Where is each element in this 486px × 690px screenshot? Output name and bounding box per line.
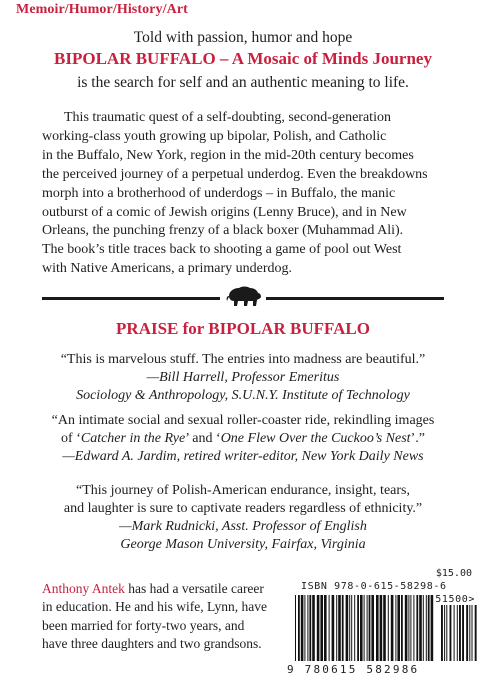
quote-text: “This journey of Polish-American endurance, insight, tears, xyxy=(76,483,410,498)
ean-digits: 9 780615 582986 xyxy=(287,663,420,676)
book-reference: One Flew Over the Cuckoo’s Nest xyxy=(220,431,411,446)
quote-text xyxy=(0,430,486,448)
quote-text: and laughter is sure to captivate readers regardless of ethnicity.” xyxy=(63,501,423,516)
addon-bar xyxy=(454,605,455,661)
barcode-bar xyxy=(354,595,355,661)
barcode-bar xyxy=(312,595,315,661)
buffalo-icon xyxy=(225,284,263,310)
barcode-bar xyxy=(405,595,408,661)
addon-bar xyxy=(469,605,470,661)
intro-line: Told with passion, humor and hope xyxy=(133,29,353,46)
barcode-bar xyxy=(410,595,411,661)
barcode-bar xyxy=(349,595,350,661)
barcode-bar xyxy=(309,595,311,661)
barcode-bar xyxy=(371,595,374,661)
barcode-bar xyxy=(401,595,403,661)
intro-line: is the search for self and an authentic meaning to life. xyxy=(77,74,409,91)
barcode-bar xyxy=(336,595,337,661)
addon-bar xyxy=(462,605,464,661)
author-bio xyxy=(42,580,282,654)
addon-code: 51500> xyxy=(435,594,475,605)
quote-text: “An intimate social and sexual roller-coaster ride, rekindling images xyxy=(51,413,435,428)
quote-attribution: —Mark Rudnicki, Asst. Professor of English xyxy=(119,519,367,534)
divider-rule-left xyxy=(42,297,220,300)
barcode-bar xyxy=(376,595,379,661)
barcode-bar xyxy=(320,595,323,661)
barcode-bar xyxy=(304,595,305,661)
barcode-bar xyxy=(388,595,389,661)
addon-bar xyxy=(475,605,477,661)
book-description xyxy=(42,109,462,279)
praise-quote xyxy=(0,351,486,405)
quote-text-part: ’ and ‘ xyxy=(185,431,221,446)
price-label: $15.00 xyxy=(435,568,472,579)
barcode-bar xyxy=(391,595,394,661)
barcode-bar xyxy=(324,595,327,661)
barcode-bar xyxy=(317,595,320,661)
addon-bar xyxy=(472,605,473,661)
barcode-bar xyxy=(357,595,359,661)
section-divider xyxy=(0,284,486,310)
praise-quote xyxy=(0,412,486,466)
bio-line xyxy=(42,580,282,598)
book-title: BIPOLAR BUFFALO – A Mosaic of Minds Journey xyxy=(54,49,432,68)
description-line: morph into a brotherhood of underdogs – in Buffalo, the manic xyxy=(42,185,396,201)
barcode-bar xyxy=(351,595,352,661)
quote-text-part: ’.” xyxy=(410,431,425,446)
barcode-bar xyxy=(413,595,414,661)
bio-line: in education. He and his wife, Lynn, have xyxy=(42,599,267,615)
description-line: This traumatic quest of a self-doubting, second-generation xyxy=(64,110,391,125)
barcode-bar xyxy=(332,595,335,661)
addon-bar xyxy=(441,605,443,661)
bio-line: been married for forty-two years, and xyxy=(42,617,245,633)
barcode-bar xyxy=(298,595,300,661)
barcode-bar xyxy=(419,595,422,661)
description-line: outburst of a comic of Jewish origins (Lenny Bruce), and in New xyxy=(42,204,407,220)
bio-text: has had a versatile career xyxy=(124,581,264,596)
bio-line: have three daughters and two grandsons. xyxy=(42,636,262,652)
barcode-bar xyxy=(295,595,296,661)
addon-bar xyxy=(444,605,445,661)
barcode-bar xyxy=(397,595,400,661)
barcode-bar xyxy=(383,595,386,661)
barcode-bar xyxy=(364,595,365,661)
addon-bar xyxy=(457,605,458,661)
description-line: The book’s title traces back to shooting a game of pool out West xyxy=(42,242,402,258)
barcode-bar xyxy=(367,595,368,661)
isbn-barcode xyxy=(287,565,483,677)
addon-bar xyxy=(459,605,461,661)
barcode-bar xyxy=(329,595,330,661)
barcode-bar xyxy=(395,595,396,661)
description-line: Orleans, the punching frenzy of a black boxer (Muhammad Ali). xyxy=(42,223,404,239)
description-line: working-class youth growing up bipolar, Polish, and Catholic xyxy=(42,128,387,144)
barcode-bar xyxy=(369,595,371,661)
barcode-bar xyxy=(338,595,341,661)
isbn-label: ISBN 978-0-615-58298-6 xyxy=(301,581,447,592)
praise-heading: PRAISE for BIPOLAR BUFFALO xyxy=(116,319,370,338)
praise-quote xyxy=(0,482,486,554)
author-name: Anthony Antek xyxy=(42,581,125,596)
quote-attribution: —Bill Harrell, Professor Emeritus xyxy=(146,370,340,385)
genre-label: Memoir/Humor/History/Art xyxy=(16,2,188,17)
barcode-bars xyxy=(287,595,483,665)
addon-bar xyxy=(446,605,447,661)
barcode-bar xyxy=(301,595,304,661)
barcode-bar xyxy=(380,595,383,661)
barcode-bar xyxy=(431,595,434,661)
barcode-bar xyxy=(428,595,430,661)
description-line: with Native Americans, a primary underdog. xyxy=(42,261,292,277)
barcode-bar xyxy=(342,595,344,661)
barcode-bar xyxy=(408,595,409,661)
barcode-bar xyxy=(423,595,424,661)
book-reference: Catcher in the Rye xyxy=(80,431,186,446)
barcode-bar xyxy=(360,595,363,661)
quote-text-part: of ‘ xyxy=(61,431,81,446)
addon-bar xyxy=(466,605,468,661)
barcode-bar xyxy=(307,595,308,661)
divider-rule-right xyxy=(266,297,444,300)
addon-bar xyxy=(450,605,452,661)
quote-attribution: Sociology & Anthropology, S.U.N.Y. Institute of Technology xyxy=(76,388,410,403)
quote-attribution: George Mason University, Fairfax, Virginia xyxy=(120,537,366,552)
barcode-bar xyxy=(346,595,349,661)
description-line: in the Buffalo, New York, region in the mid-20th century becomes xyxy=(42,147,414,163)
quote-text: “This is marvelous stuff. The entries into madness are beautiful.” xyxy=(60,352,426,367)
barcode-bar xyxy=(416,595,418,661)
description-line: the perceived journey of a perpetual underdog. Even the breakdowns xyxy=(42,166,428,182)
barcode-bar xyxy=(426,595,427,661)
quote-attribution: —Edward A. Jardim, retired writer-editor, New York Daily News xyxy=(62,449,424,464)
